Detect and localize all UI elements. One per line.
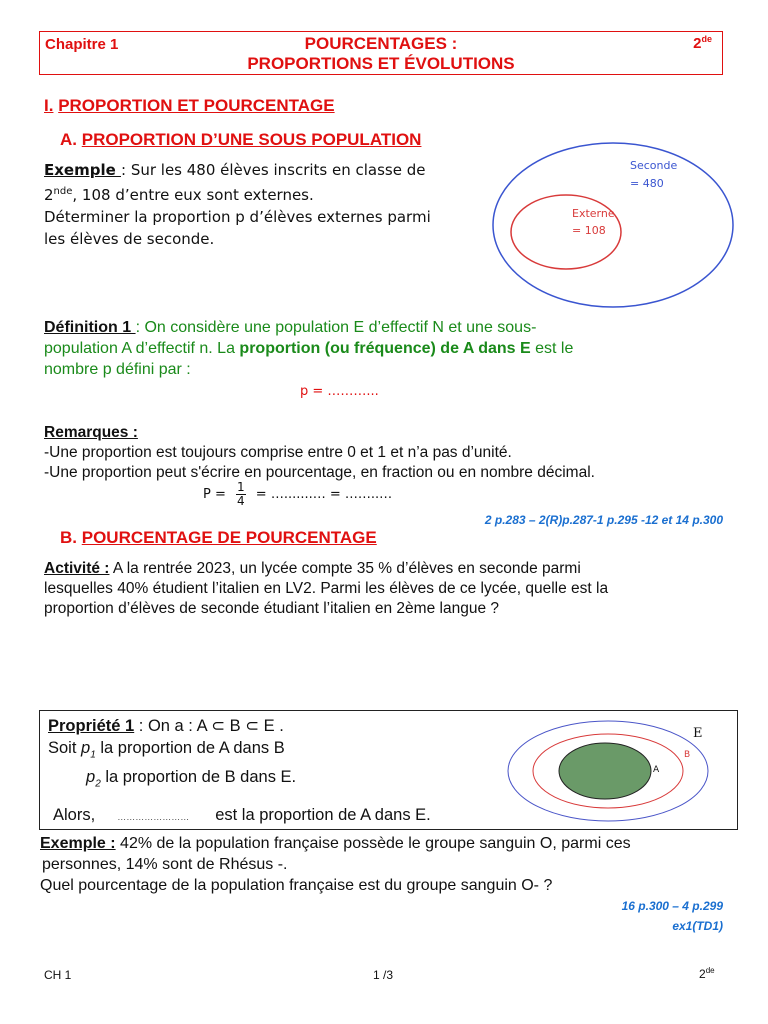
footer-level: 2de xyxy=(699,966,715,981)
exercise-reference-3: ex1(TD1) xyxy=(672,919,723,933)
externe-count: = 108 xyxy=(572,224,606,237)
nested-sets-diagram xyxy=(503,716,733,826)
set-b-label: B xyxy=(684,750,691,760)
externe-label: Externe xyxy=(572,207,615,220)
set-a-ellipse xyxy=(559,743,651,799)
chapter-title-line2: PROPORTIONS ET ÉVOLUTIONS xyxy=(247,54,515,73)
level-label: 2de xyxy=(693,34,712,52)
property-1-label: Propriété 1 xyxy=(48,717,135,735)
chapter-label: Chapitre 1 xyxy=(45,36,119,53)
definition-formula: p = ………... xyxy=(300,384,379,399)
remarks xyxy=(44,423,734,483)
footer-chapter: CH 1 xyxy=(44,968,72,982)
section-1-heading: I. PROPORTION ET POURCENTAGE xyxy=(44,96,335,115)
seconde-ellipse xyxy=(493,143,733,307)
section-b-heading: B. POURCENTAGE DE POURCENTAGE xyxy=(60,528,377,547)
fraction-one-quarter: $\frac{1}{4}$ xyxy=(237,480,245,508)
remarks-label: Remarques : xyxy=(44,424,138,441)
activity: Activité : A la rentrée 2023, un lycée compte 35 % d’élèves en seconde parmi lesquelles 40% étudient l’italien en LV2. Parmi les élèves de ce lycée, quelle est la proportion d’élèves de seconde étudiant l’italien en 2ème langue ? xyxy=(44,560,609,617)
set-a-label: A xyxy=(653,765,660,775)
answer-blank: …………………… xyxy=(117,811,190,822)
example-2: Exemple : 42% de la population française possède le groupe sanguin O, parmi ces personnes, 14% sont de Rhésus -. Quel pourcentage de la population française est du groupe sanguin O- ? xyxy=(40,835,631,894)
seconde-count: = 480 xyxy=(630,177,664,190)
property-1-box: Propriété 1 : On a : A ⊂ B ⊂ E . Soit $p_1$ la proportion de A dans B $p_2$ la proportion de B dans E. Alors, …………………… est la proportion de A dans E. E B A xyxy=(39,710,738,830)
footer-page-number: 1 /3 xyxy=(373,968,394,982)
definition-1: Définition 1 : On considère une population E d’effectif N et une sous- population A d’effectif n. La proportion (ou fréquence) de A dans E est le nombre p défini par : xyxy=(44,319,574,378)
section-a-heading: A. PROPORTION D’UNE SOUS POPULATION xyxy=(60,130,422,149)
seconde-label: Seconde xyxy=(630,159,678,172)
population-diagram xyxy=(484,135,744,315)
chapter-title-line1: POURCENTAGES : xyxy=(304,34,458,53)
exercise-reference-2: 16 p.300 – 4 p.299 xyxy=(621,899,723,913)
set-e-label: E xyxy=(693,726,703,741)
example-1: Exemple : Sur les 480 élèves inscrits en classe de 2nde, 108 d’entre eux sont externes. Déterminer la proportion p d’élèves externes parmi les élèves de seconde. xyxy=(44,161,431,248)
remark-1: -Une proportion est toujours comprise entre 0 et 1 et n’a pas d’unité. xyxy=(44,444,512,461)
exercise-reference-1: 2 p.283 – 2(R)p.287-1 p.295 -12 et 14 p.300 xyxy=(484,513,723,527)
remark-2: -Une proportion peut s'écrire en pourcentage, en fraction ou en nombre décimal. xyxy=(44,464,595,481)
remark-formula: P = $\frac{1}{4}$ = ….......… = ……..… xyxy=(203,480,393,508)
chapter-header xyxy=(39,31,723,75)
